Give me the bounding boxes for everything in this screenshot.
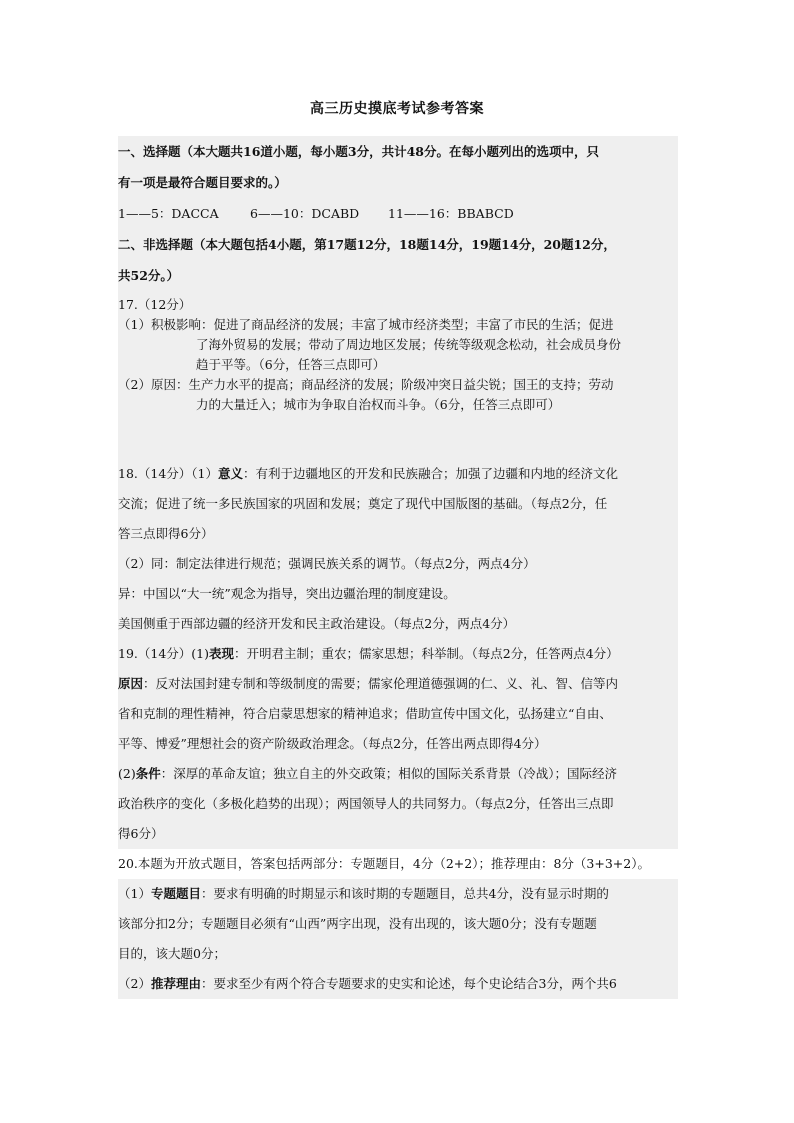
q18-keyword-significance: 意义 [218, 466, 244, 481]
q19-line6: 政治秩序的变化（多极化趋势的出现）；两国领导人的共同努力。（每点2分，任答出三点即 [118, 789, 678, 819]
q17-part2-line1: （2）原因：生产力水平的提高；商品经济的发展；阶级冲突日益尖锐；国王的支持；劳动 [118, 377, 614, 392]
answers-group-2: 6——10：DCABD [250, 206, 360, 221]
q20-keyword-reason: 推荐理由 [150, 976, 201, 991]
section2-heading-line2: 共52分。） [118, 260, 678, 291]
choice-answers [118, 198, 678, 229]
q17-part1-line3: 趋于平等。（6分，任答三点即可） [196, 357, 386, 372]
answers-group-1: 1——5：DACCA [118, 206, 219, 221]
q17-block [118, 291, 678, 459]
q18-line4: （2）同：制定法律进行规范；强调民族关系的调节。（每点2分，两点4分） [118, 549, 678, 579]
q19-line3: 省和克制的理性精神，符合启蒙思想家的精神追求；借助宣传中国文化，弘扬建立“自由、 [118, 699, 678, 729]
answer-content [118, 136, 678, 999]
q20-line1: 20.本题为开放式题目，答案包括两部分：专题题目，4分（2+2）；推荐理由：8分（3+3+2）。 [118, 856, 650, 871]
q20-line2-text: ：要求有明确的时期显示和该时期的专题题目，总共4分，没有显示时期的 [200, 886, 609, 901]
q19-line2 [118, 669, 678, 699]
q20-line5 [118, 969, 678, 999]
q19-part2-number: (2) [118, 766, 136, 781]
q18-line2: 交流；促进了统一多民族国家的巩固和发展；奠定了现代中国版图的基础。（每点2分，任 [118, 489, 678, 519]
q20-part1-number: （1） [118, 886, 151, 901]
q20-line4: 目的，该大题0分； [118, 939, 678, 969]
q18-line1 [118, 459, 678, 489]
q17-part1-line2: 了海外贸易的发展；带动了周边地区发展；传统等级观念松动，社会成员身份 [196, 337, 622, 352]
q17-spacer [118, 415, 678, 459]
q19-keyword-reason: 原因 [118, 676, 144, 691]
q20-part2-number: （2） [118, 976, 151, 991]
page-title: 高三历史摸底考试参考答案 [310, 101, 484, 117]
q20-line3: 该部分扣2分；专题题目必须有“山西”两字出现，没有出现的，该大题0分；没有专题题 [118, 909, 678, 939]
section1-heading-line2: 有一项是最符合题目要求的。） [118, 167, 678, 198]
answers-group-3: 11——16：BBABCD [388, 206, 514, 221]
q18-number: 18.（14分）（1） [118, 466, 218, 481]
section2-heading-line1: 二、非选择题（本大题包括4小题，第17题12分，18题14分，19题14分，20题12分， [118, 229, 678, 260]
q19-number: 19.（14分）(1) [118, 646, 209, 661]
q17-part2-line2: 力的大量迁入；城市为争取自治权而斗争。（6分，任答三点即可） [196, 397, 561, 412]
q17-header: 17.（12分） [118, 297, 192, 312]
q20-line2 [118, 879, 678, 909]
q18-line1-text: ：有利于边疆地区的开发和民族融合；加强了边疆和内地的经济文化 [243, 466, 619, 481]
q18-line5: 异：中国以“大一统”观念为指导，突出边疆治理的制度建设。 [118, 579, 678, 609]
q20-keyword-topic: 专题题目 [150, 886, 201, 901]
q19-line5-text: ：深厚的革命友谊；独立自主的外交政策；相似的国际关系背景（冷战）；国际经济 [160, 766, 617, 781]
q19-keyword-manifestation: 表现 [209, 646, 235, 661]
q20-line5-text: ：要求至少有两个符合专题要求的史实和论述，每个史论结合3分，两个共6 [200, 976, 617, 991]
q18-line3: 答三点即得6分） [118, 519, 678, 549]
q19-line7: 得6分） [118, 819, 678, 849]
q17-part1-line1: （1）积极影响：促进了商品经济的发展；丰富了城市经济类型；丰富了市民的生活；促进 [118, 317, 614, 332]
section1-heading-line1: 一、选择题（本大题共16道小题，每小题3分，共计48分。在每小题列出的选项中，只 [118, 136, 678, 167]
q19-line5 [118, 759, 678, 789]
q19-line1 [118, 639, 678, 669]
q19-line2-text: ：反对法国封建专制和等级制度的需要；儒家伦理道德强调的仁、义、礼、智、信等内 [143, 676, 619, 691]
q18-line6: 美国侧重于西部边疆的经济开发和民主政治建设。（每点2分，两点4分） [118, 609, 678, 639]
q19-line4: 平等、博爱”理想社会的资产阶级政治理念。（每点2分，任答出两点即得4分） [118, 729, 678, 759]
q19-line1-text: ：开明君主制；重农；儒家思想；科举制。（每点2分，任答两点4分） [234, 646, 619, 661]
q19-keyword-condition: 条件 [135, 766, 161, 781]
